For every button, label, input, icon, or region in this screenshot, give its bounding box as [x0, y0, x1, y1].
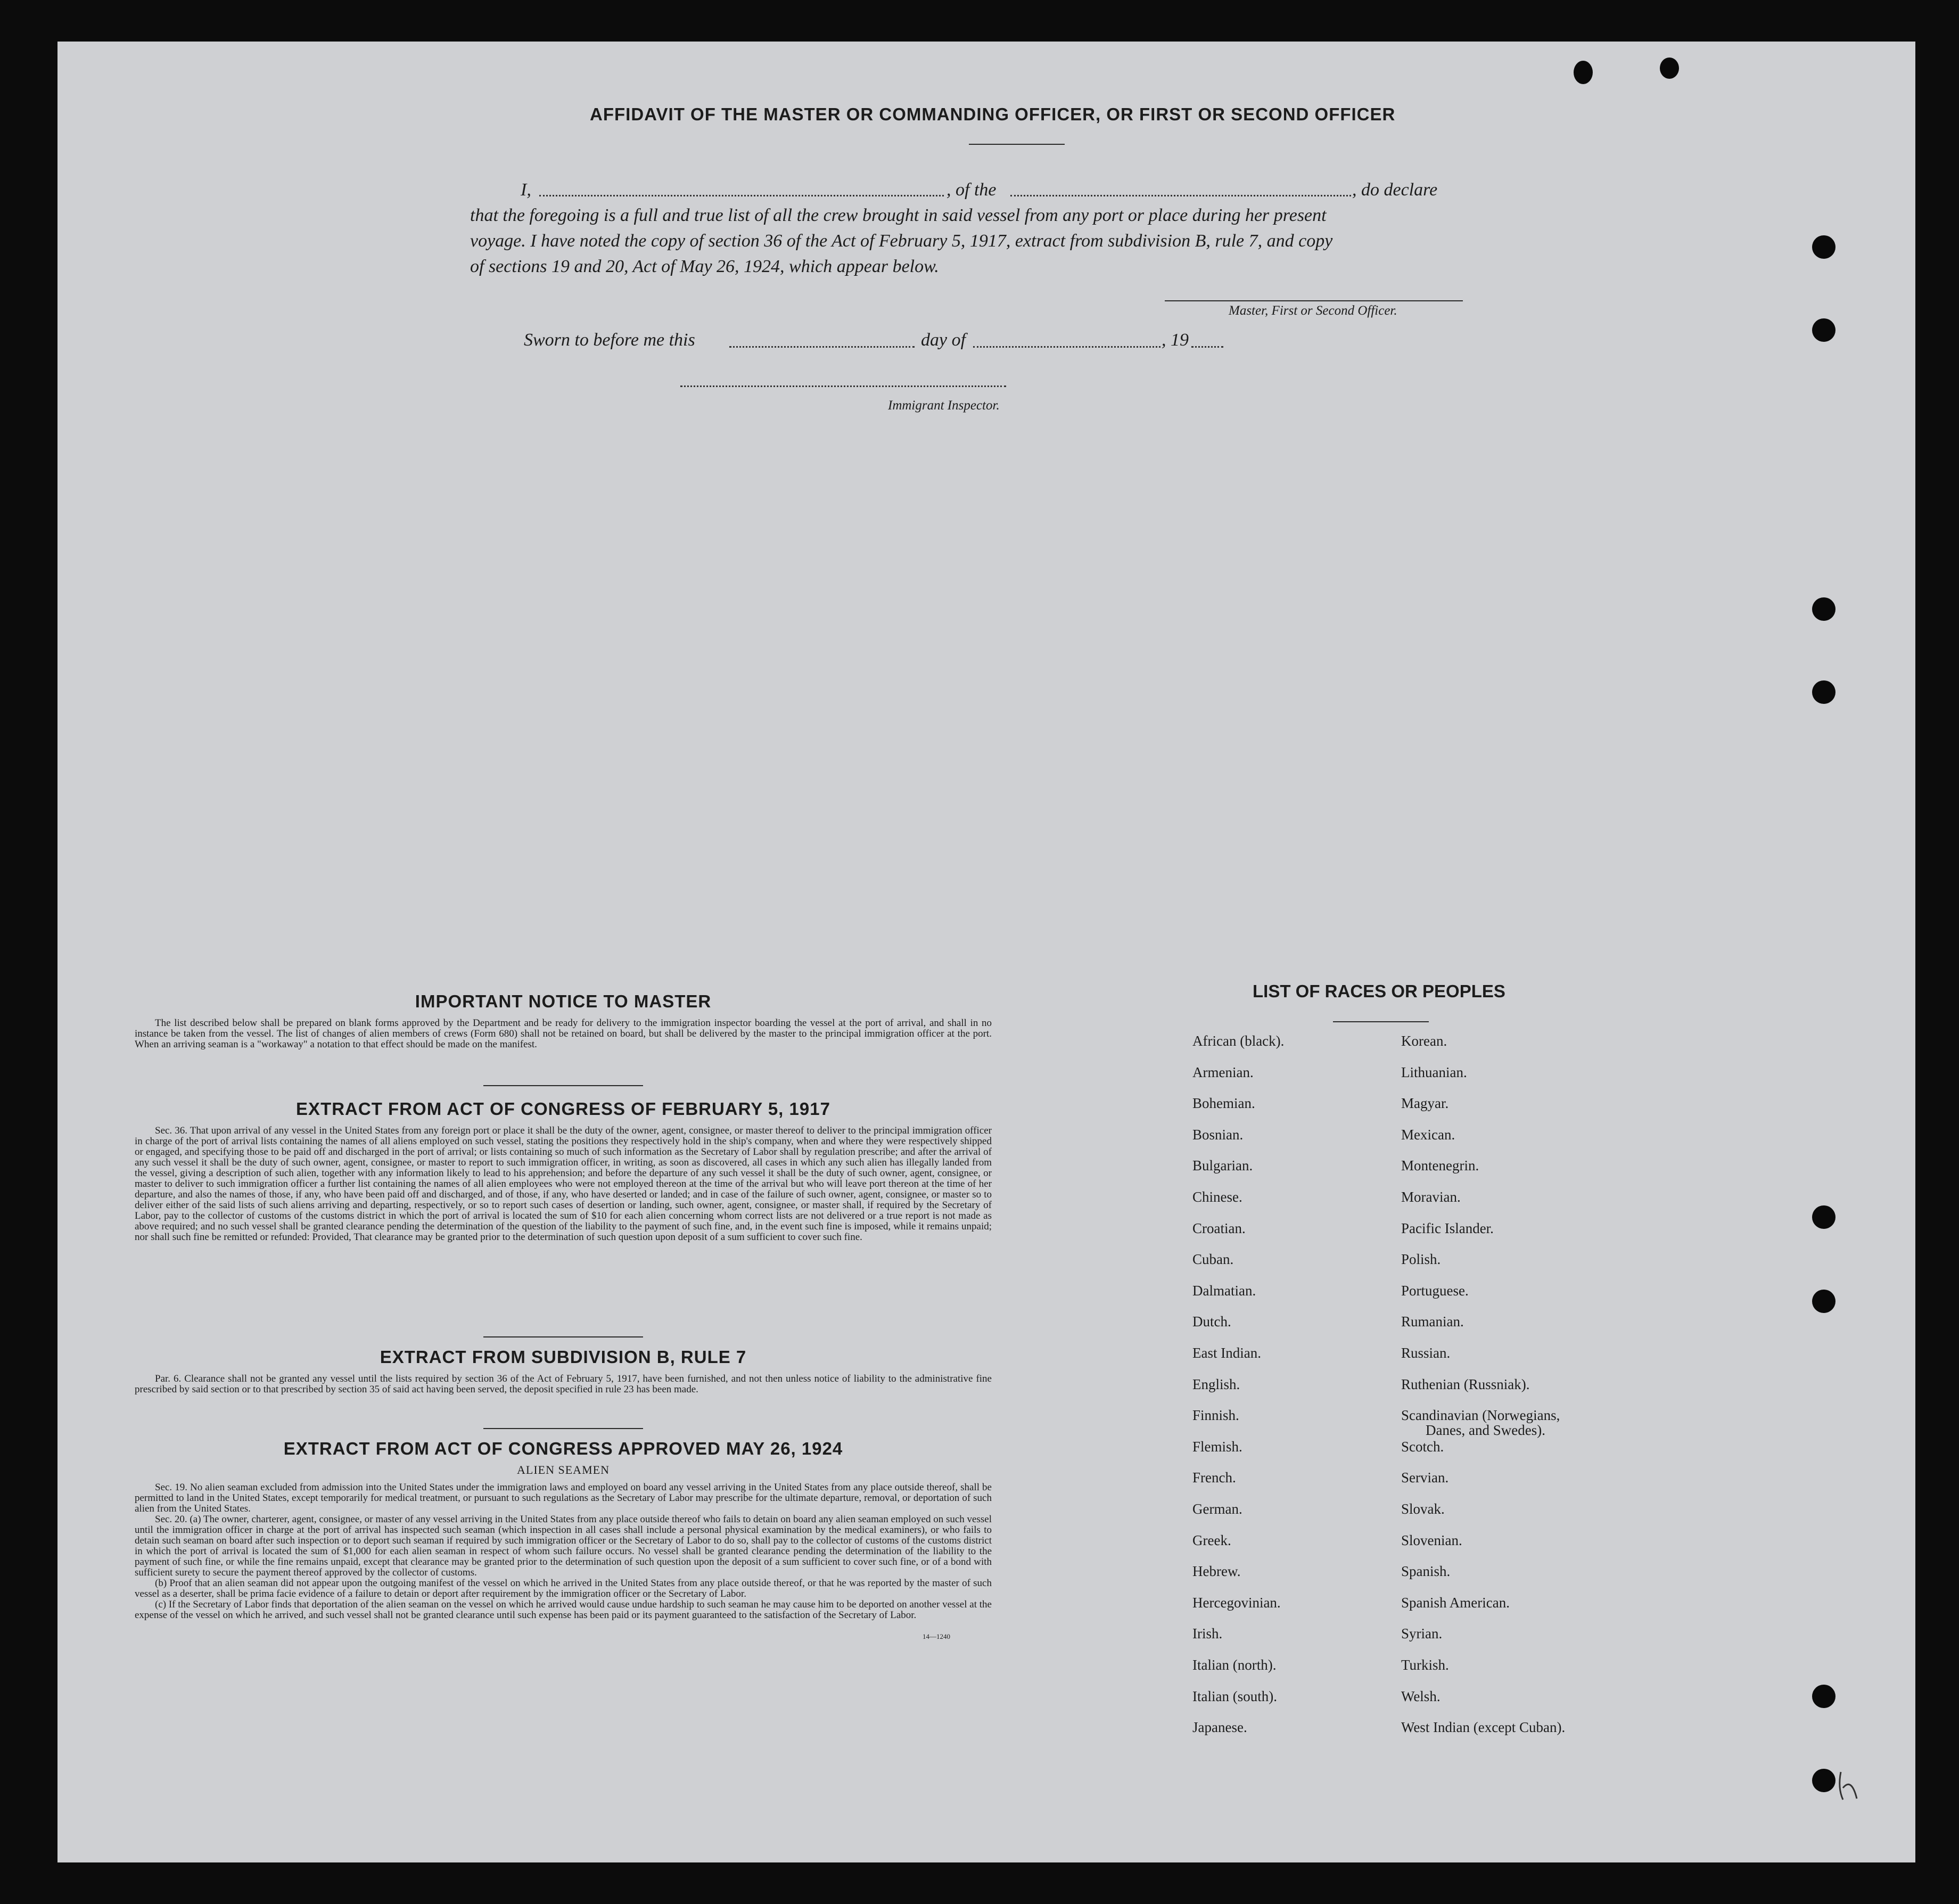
race-left-item: English.: [1192, 1376, 1240, 1392]
race-right-item: Welsh.: [1401, 1688, 1441, 1704]
race-right-item: Spanish.: [1401, 1563, 1451, 1580]
race-right-item: West Indian (except Cuban).: [1401, 1719, 1566, 1736]
race-left-item: Flemish.: [1192, 1438, 1242, 1455]
affidavit-line-1: [521, 180, 531, 200]
sworn-month-field[interactable]: [973, 346, 1160, 348]
race-right-item: Lithuanian.: [1401, 1064, 1467, 1080]
affidavit-of-the-label: , of the: [946, 180, 997, 200]
extract-1917-title: EXTRACT FROM ACT OF CONGRESS OF FEBRUARY 5, 1917: [296, 1099, 830, 1119]
affidavit-line-3: voyage. I have noted the copy of section 36 of the Act of February 5, 1917, extract from subdivision B, rule 7, and copy: [470, 231, 1333, 251]
race-right-item: Magyar.: [1401, 1095, 1449, 1112]
race-left-item: Bulgarian.: [1192, 1158, 1253, 1174]
race-right-item: Rumanian.: [1401, 1314, 1464, 1330]
race-left-item: Cuban.: [1192, 1251, 1234, 1268]
race-right-item: Scandinavian (Norwegians,: [1401, 1407, 1560, 1424]
race-right-item: Montenegrin.: [1401, 1158, 1479, 1174]
punch-hole: [1812, 1205, 1835, 1229]
race-left-item: Finnish.: [1192, 1407, 1239, 1424]
punch-hole: [1812, 597, 1835, 621]
race-left-item: Japanese.: [1192, 1719, 1247, 1736]
punch-hole: [1812, 235, 1835, 259]
sworn-year-field[interactable]: [1191, 346, 1223, 348]
race-left-item: Chinese.: [1192, 1189, 1242, 1205]
form-page: [57, 42, 1915, 1862]
punch-hole: [1812, 1685, 1835, 1708]
race-right-item: Moravian.: [1401, 1189, 1461, 1205]
punch-hole: [1812, 1769, 1835, 1792]
extract-rule7-title: EXTRACT FROM SUBDIVISION B, RULE 7: [380, 1347, 747, 1367]
race-left-item: Croatian.: [1192, 1220, 1246, 1236]
race-left-item: African (black).: [1192, 1033, 1285, 1049]
punch-hole: [1812, 680, 1835, 704]
races-title: LIST OF RACES OR PEOPLES: [1253, 981, 1505, 1001]
race-left-item: Armenian.: [1192, 1064, 1254, 1080]
affidavit-declare-label: , do declare: [1352, 180, 1438, 200]
race-right-item: Spanish American.: [1401, 1594, 1510, 1611]
notice-title: IMPORTANT NOTICE TO MASTER: [415, 991, 712, 1011]
race-right-item: Turkish.: [1401, 1657, 1449, 1673]
race-right-item: Mexican.: [1401, 1126, 1455, 1143]
race-left-item: French.: [1192, 1470, 1236, 1486]
race-left-item: Italian (north).: [1192, 1657, 1277, 1673]
race-right-item: Scotch.: [1401, 1438, 1444, 1455]
race-left-item: East Indian.: [1192, 1345, 1261, 1361]
notice-section: [135, 991, 992, 1050]
master-name-field[interactable]: [539, 195, 944, 196]
race-left-item: Hebrew.: [1192, 1563, 1241, 1580]
handwritten-mark: [1835, 1767, 1878, 1809]
extract-rule7-body: Par. 6. Clearance shall not be granted any vessel until the lists required by section 36 of the Act of February 5, 1917, have been furnished, and not then unless notice of liability to the administrative fine prescribed by said section or to that prescribed by section 35 of said act having been served, the deposit specified in rule 23 has been made.: [135, 1373, 992, 1395]
race-right-item: Portuguese.: [1401, 1282, 1469, 1299]
form-number: 14—1240: [923, 1632, 950, 1640]
affidavit-line-4: of sections 19 and 20, Act of May 26, 1924, which appear below.: [470, 257, 939, 276]
signature-caption: Master, First or Second Officer.: [1229, 303, 1397, 318]
signature-line[interactable]: [1165, 300, 1463, 301]
sworn-year-label: , 19: [1162, 330, 1189, 350]
race-left-item: German.: [1192, 1501, 1242, 1517]
section-divider: [483, 1428, 643, 1429]
inspector-caption: Immigrant Inspector.: [888, 398, 1000, 413]
races-divider: [1333, 1021, 1429, 1022]
race-left-item: Irish.: [1192, 1626, 1223, 1642]
race-right-item: Slovak.: [1401, 1501, 1445, 1517]
sec-20b-body: (b) Proof that an alien seaman did not appear upon the outgoing manifest of the vessel on which he arrived in the United States from any place outside thereof, or that he was reported by the master of such vessel as a deserter, shall be prima facie evidence of a failure to detain or deport after requirement by the immigration officer or the Secretary of Labor.: [135, 1578, 992, 1599]
sec-20c-body: (c) If the Secretary of Labor finds that deportation of the alien seaman on the vessel on which he arrived would cause undue hardship to such seaman he may cause him to be deported on another vessel at the expense of the vessel on which he arrived, and such vessel shall not be granted clearance until such expense has been paid or its payment guaranteed to the satisfaction of the Secretary of Labor.: [135, 1599, 992, 1621]
punch-hole: [1812, 1290, 1835, 1313]
sworn-day-label: day of: [921, 330, 966, 350]
vessel-name-field[interactable]: [1010, 195, 1351, 196]
sec-20a-body: Sec. 20. (a) The owner, charterer, agent, consignee, or master of any vessel arriving in the United States from any place outside thereof who fails to detain on board any alien seaman employed on such vessel until the immigration officer in charge at the port of arrival has inspected such seaman (which inspection in all cases shall include a personal physical examination by the medical examiners), or who fails to detain such seaman on board after such inspection or to deport such seaman if required by such immigration officer or the Secretary of Labor to do so, shall pay to the collector of customs of the customs district in which the port of arrival is located the sum of $1,000 for each alien seaman in respect of whom such failure occurs. No vessel shall be granted clearance pending the determination of the liability to the payment of such fine, or while the fine remains unpaid, except that clearance may be granted prior to the determination of such question upon the deposit of a sum sufficient to cover such fine, or of a bond with sufficient surety to secure the payment thereof approved by the collector of customs.: [135, 1514, 992, 1578]
race-right-item: Syrian.: [1401, 1626, 1443, 1642]
race-right-item: Slovenian.: [1401, 1532, 1462, 1548]
extract-1924-subtitle: ALIEN SEAMEN: [517, 1463, 610, 1476]
section-divider: [483, 1336, 643, 1337]
race-left-item: Greek.: [1192, 1532, 1231, 1548]
sworn-prefix: Sworn to before me this: [524, 330, 695, 350]
notice-body: The list described below shall be prepared on blank forms approved by the Department and be ready for delivery to the immigration inspector boarding the vessel at the port of arrival, and shall in no instance be taken from the vessel. The list of changes of alien members of crews (Form 680) shall not be retained on board, but shall be delivered by the master to the principal immigration officer at the port. When an arriving seaman is a "workaway" a notation to that effect should be made on the manifest.: [135, 1017, 992, 1050]
extract-1917-section: [135, 1099, 992, 1243]
race-left-item: Italian (south).: [1192, 1688, 1277, 1704]
affidavit-line-2: that the foregoing is a full and true list of all the crew brought in said vessel from any port or place during her present: [470, 206, 1327, 225]
race-right-item: Korean.: [1401, 1033, 1447, 1049]
extract-1924-section: [135, 1439, 992, 1641]
title-divider: [969, 144, 1065, 145]
race-right-continuation: Danes, and Swedes).: [1426, 1422, 1545, 1439]
race-right-item: Pacific Islander.: [1401, 1220, 1494, 1236]
extract-1924-title: EXTRACT FROM ACT OF CONGRESS APPROVED MAY 26, 1924: [283, 1439, 843, 1458]
affidavit-i-label: I,: [521, 180, 531, 200]
race-right-item: Servian.: [1401, 1470, 1449, 1486]
extract-1917-body: Sec. 36. That upon arrival of any vessel in the United States from any foreign port or place it shall be the duty of the owner, agent, consignee, or master thereof to deliver to the principal immigration officer in charge of the port of arrival lists containing the names of all aliens employed on such vessel, stating the positions they respectively hold in the ship's company, when and where they were respectively shipped or engaged, and specifying those to be paid off and discharged in the port of arrival; or lists containing so much of such information as the Secretary of Labor shall by regulation prescribe; and after the arrival of any such vessel it shall be the duty of such owner, agent, consignee, or master to report to such immigration officer, in writing, as soon as discovered, all cases in which any such alien has illegally landed from the vessel, giving a description of such alien, together with any information likely to lead to his apprehension; and before the departure of any such vessel it shall be the duty of such owner, agent, consignee, or master to deliver to such immigration officer a further list containing the names of all alien employees who were not employed thereon at the time of the arrival but who will leave port thereon at the time of her departure, and also the names of those, if any, who have been paid off and discharged, and of those, if any, who have deserted or landed; and in case of the failure of such owner, agent, consignee, or master so to deliver either of the said lists of such aliens arriving and departing, respectively, or so to report such cases of desertion or landing, such owner, agent, consignee, or master shall, if required by the Secretary of Labor, pay to the collector of customs of the customs district in which the port of arrival is located the sum of $10 for each alien concerning whom correct lists are not delivered or a true report is not made as above required; and no such vessel shall be granted clearance pending the determination of the question of the liability to the payment of such fine, and, in the event such fine is imposed, while it remains unpaid; nor shall such fine be remitted or refunded: Provided, That clearance may be granted prior to the determination of such question upon deposit of a sum sufficient to cover such fine.: [135, 1125, 992, 1243]
inspector-signature-line[interactable]: [680, 385, 1006, 387]
race-left-item: Dalmatian.: [1192, 1282, 1256, 1299]
race-right-item: Russian.: [1401, 1345, 1451, 1361]
punch-hole: [1660, 58, 1679, 79]
race-left-item: Hercegovinian.: [1192, 1594, 1281, 1611]
affidavit-title: AFFIDAVIT OF THE MASTER OR COMMANDING OFFICER, OR FIRST OR SECOND OFFICER: [590, 104, 1396, 124]
race-left-item: Bosnian.: [1192, 1126, 1244, 1143]
race-left-item: Bohemian.: [1192, 1095, 1255, 1112]
punch-hole: [1574, 61, 1593, 84]
race-left-item: Dutch.: [1192, 1314, 1231, 1330]
race-right-item: Polish.: [1401, 1251, 1441, 1268]
section-divider: [483, 1085, 643, 1086]
punch-hole: [1812, 318, 1835, 342]
race-right-item: Ruthenian (Russniak).: [1401, 1376, 1530, 1392]
sworn-day-field[interactable]: [729, 346, 915, 348]
sec-19-body: Sec. 19. No alien seaman excluded from admission into the United States under the immigration laws and employed on board any vessel arriving in the United States from any place outside thereof, shall be permitted to land in the United States, except temporarily for medical treatment, or pursuant to such regulations as the Secretary of Labor may prescribe for the ultimate departure, removal, or deportation of such alien from the United States.: [135, 1482, 992, 1514]
extract-rule7-section: [135, 1347, 992, 1395]
